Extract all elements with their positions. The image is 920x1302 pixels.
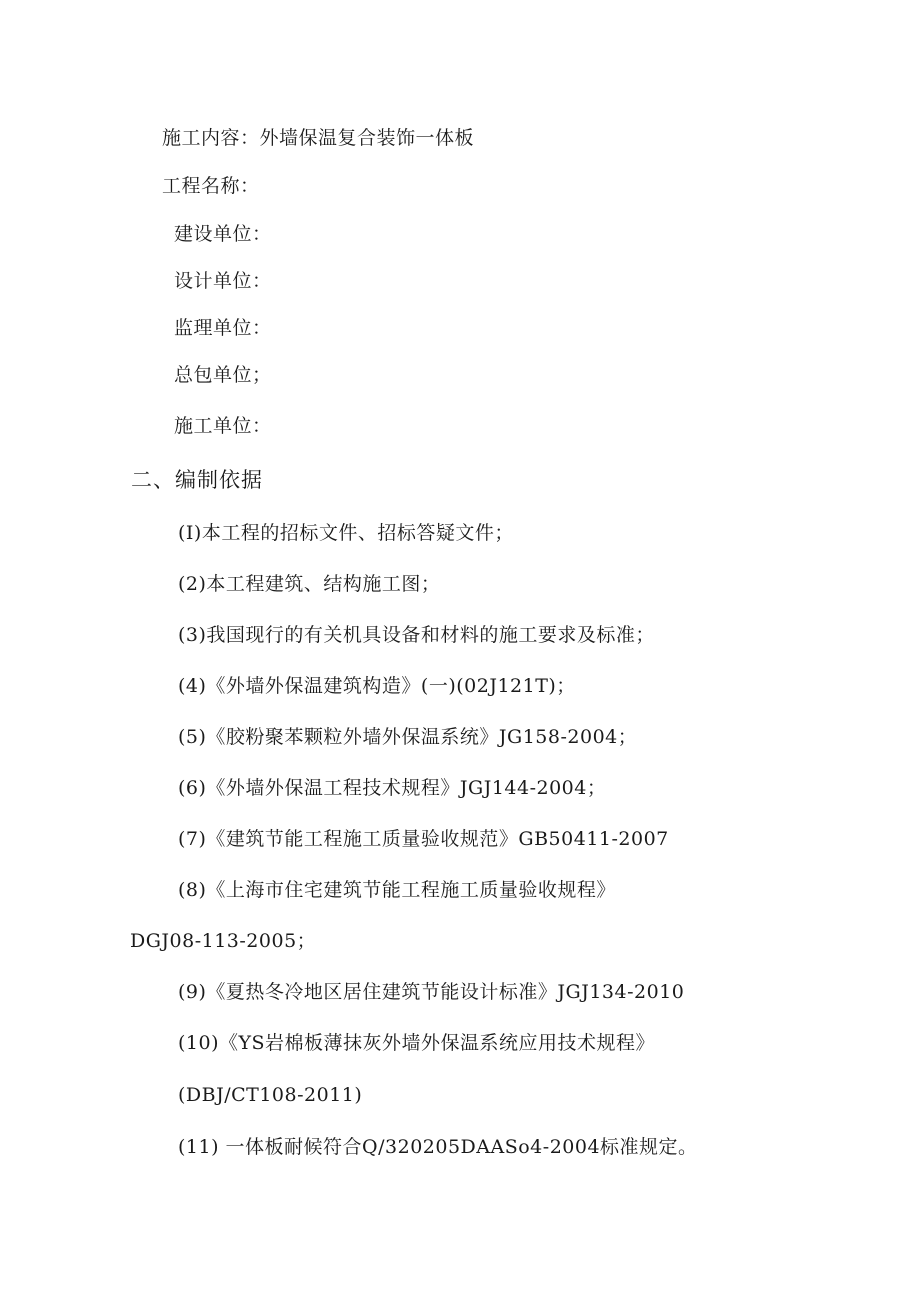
basis-item: (2)本工程建筑、结构施工图； [178, 573, 441, 595]
basis-item: (9)《夏热冬冷地区居住建筑节能设计标准》JGJ134-2010 [178, 981, 685, 1003]
basis-item: (8)《上海市住宅建筑节能工程施工质量验收规程》 [178, 879, 616, 901]
owner-unit-line: 建设单位： [174, 223, 272, 245]
section-heading: 二、编制依据 [131, 468, 263, 492]
basis-item-continuation: (DBJ/CT108-2011) [178, 1084, 363, 1106]
basis-item: (6)《外墙外保温工程技术规程》JGJ144-2004； [178, 777, 607, 799]
project-name-line: 工程名称： [162, 175, 260, 197]
basis-item: (5)《胶粉聚苯颗粒外墙外保温系统》JG158-2004； [178, 726, 638, 748]
basis-item: (3)我国现行的有关机具设备和材料的施工要求及标准； [178, 624, 655, 646]
basis-item: (7)《建筑节能工程施工质量验收规范》GB50411-2007 [178, 828, 669, 850]
basis-item: (4)《外墙外保温建筑构造》(一)(02J121T)； [178, 675, 576, 697]
construction-content-line: 施工内容：外墙保温复合装饰一体板 [162, 127, 475, 149]
basis-item: (I)本工程的招标文件、招标答疑文件； [178, 522, 514, 544]
construction-unit-line: 施工单位： [174, 415, 272, 437]
basis-item-continuation: DGJ08-113-2005； [130, 930, 317, 952]
supervision-unit-line: 监理单位： [174, 317, 272, 339]
design-unit-line: 设计单位： [174, 270, 272, 292]
basis-item: (10)《YS岩棉板薄抹灰外墙外保温系统应用技术规程》 [178, 1032, 656, 1054]
general-contractor-line: 总包单位； [174, 364, 272, 386]
basis-item: (11) 一体板耐候符合Q/320205DAASo4-2004标准规定。 [178, 1136, 698, 1158]
